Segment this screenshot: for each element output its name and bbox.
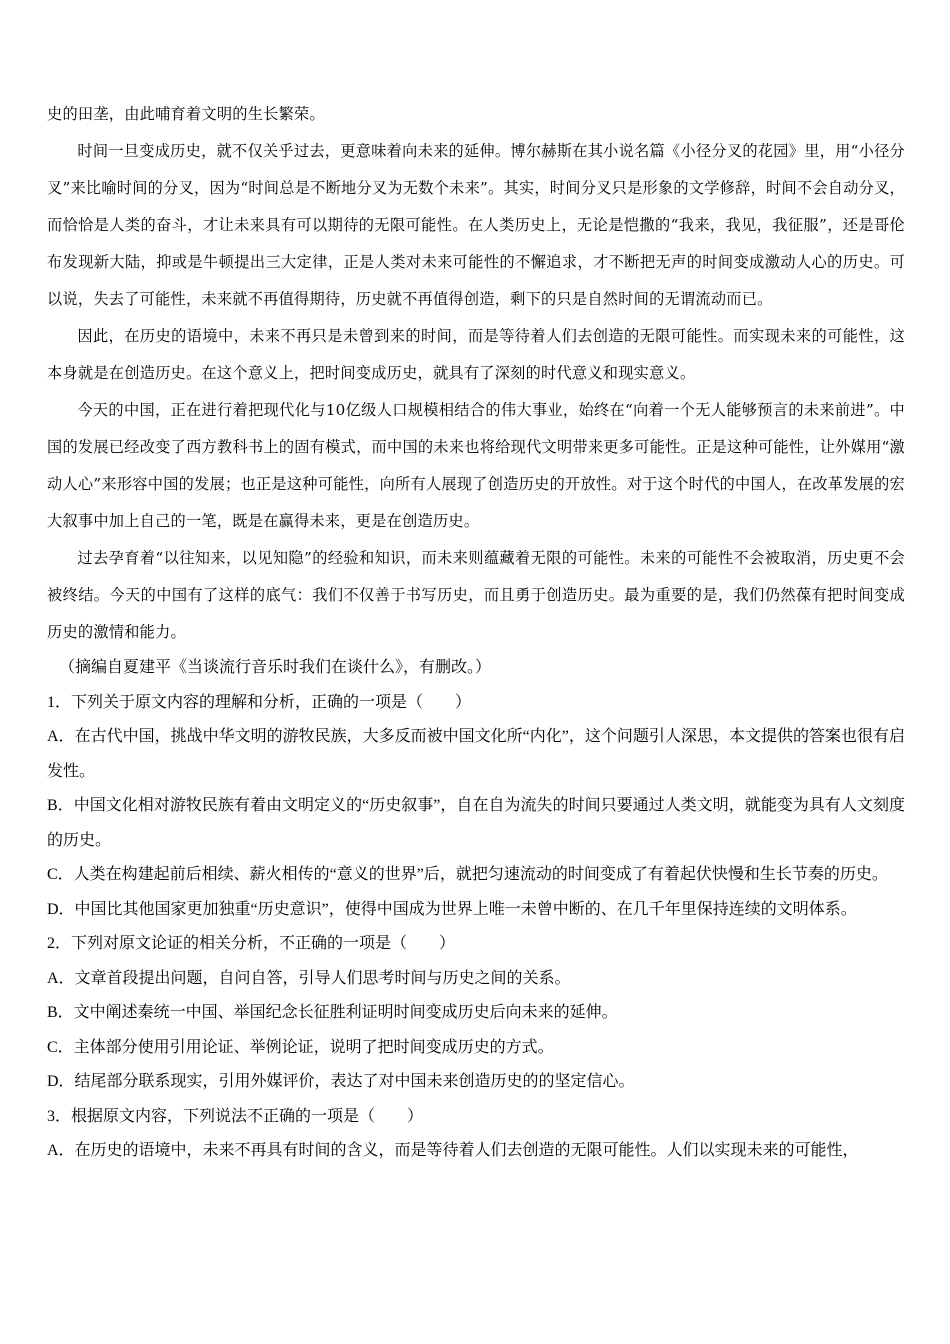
passage-paragraph-4: 今天的中国，正在进行着把现代化与10亿级人口规模相结合的伟大事业，始终在“向着一个无人能够预言的未来前进”。中国的发展已经改变了西方教科书上的固有模式，而中国的未来也将给现代文明带来更多可能性。正是这种可能性，让外媒用“激动人心”来形容中国的发展；也正是这种可能性，向所有人展现了创造历史的开放性。对于这个时代的中国人，在改革发展的宏大叙事中加上自己的一笔，既是在赢得未来，更是在创造历史。 bbox=[47, 401, 905, 530]
passage-paragraph-1: 史的田垄，由此哺育着文明的生长繁荣。 bbox=[47, 105, 325, 123]
question-stem: 3．根据原文内容，下列说法不正确的一项是（ ） bbox=[47, 1107, 424, 1125]
option-b: B．中国文化相对游牧民族有着由文明定义的“历史叙事”，自在自为流失的时间只要通过人类文明，就能变为具有人文刻度的历史。 bbox=[47, 797, 905, 849]
option-a: A．在古代中国，挑战中华文明的游牧民族，大多反而被中国文化所“内化”，这个问题引人深思，本文提供的答案也很有启发性。 bbox=[47, 728, 905, 780]
option-d: D．结尾部分联系现实，引用外媒评价，表达了对中国未来创造历史的的坚定信心。 bbox=[47, 1073, 635, 1090]
question-stem: 1．下列关于原文内容的理解和分析，正确的一项是（ ） bbox=[47, 693, 472, 711]
question-1 bbox=[47, 686, 905, 928]
option-c: C．主体部分使用引用论证、举例论证，说明了把时间变成历史的方式。 bbox=[47, 1038, 554, 1056]
question-3 bbox=[47, 1100, 905, 1169]
option-b: B．文中阐述秦统一中国、举国纪念长征胜利证明时间变成历史后向未来的延伸。 bbox=[47, 1004, 618, 1021]
reading-passage bbox=[47, 96, 905, 651]
option-a: A．在历史的语境中，未来不再具有时间的含义，而是等待着人们去创造的无限可能性。人们以实现未来的可能性， bbox=[47, 1142, 859, 1159]
option-c: C．人类在构建起前后相续、薪火相传的“意义的世界”后，就把匀速流动的时间变成了有着起伏快慢和生长节奏的历史。 bbox=[47, 866, 888, 883]
option-a: A．文章首段提出问题，自问自答，引导人们思考时间与历史之间的关系。 bbox=[47, 969, 571, 987]
option-d: D．中国比其他国家更加独重“历史意识”，使得中国成为世界上唯一未曾中断的、在几千年里保持连续的文明体系。 bbox=[47, 900, 857, 918]
document-page bbox=[47, 96, 905, 1169]
question-stem: 2．下列对原文论证的相关分析，不正确的一项是（ ） bbox=[47, 935, 456, 952]
passage-paragraph-2: 时间一旦变成历史，就不仅关乎过去，更意味着向未来的延伸。博尔赫斯在其小说名篇《小径分叉的花园》里，用“小径分叉”来比喻时间的分叉，因为“时间总是不断地分叉为无数个未来”。其实，时间分叉只是形象的文学修辞，时间不会自动分叉，而恰恰是人类的奋斗，才让未来具有可以期待的无限可能性。在人类历史上，无论是恺撒的“我来，我见，我征服”，还是哥伦布发现新大陆，抑或是牛顿提出三大定律，正是人类对未来可能性的不懈追求，才不断把无声的时间变成激动人心的历史。可以说，失去了可能性，未来就不再值得期待，历史就不再值得创造，剩下的只是自然时间的无谓流动而已。 bbox=[47, 142, 905, 308]
source-citation: （摘编自夏建平《当谈流行音乐时我们在谈什么》，有删改。） bbox=[59, 659, 492, 676]
question-2 bbox=[47, 927, 905, 1100]
passage-paragraph-3: 因此，在历史的语境中，未来不再只是未曾到来的时间，而是等待着人们去创造的无限可能性。而实现未来的可能性，这本身就是在创造历史。在这个意义上，把时间变成历史，就具有了深刻的时代意义和现实意义。 bbox=[47, 327, 905, 382]
question-section bbox=[47, 651, 905, 1169]
passage-paragraph-5: 过去孕育着“以往知来，以见知隐”的经验和知识，而未来则蕴藏着无限的可能性。未来的可能性不会被取消，历史更不会被终结。今天的中国有了这样的底气：我们不仅善于书写历史，而且勇于创造历史。最为重要的是，我们仍然葆有把时间变成历史的激情和能力。 bbox=[47, 549, 905, 641]
